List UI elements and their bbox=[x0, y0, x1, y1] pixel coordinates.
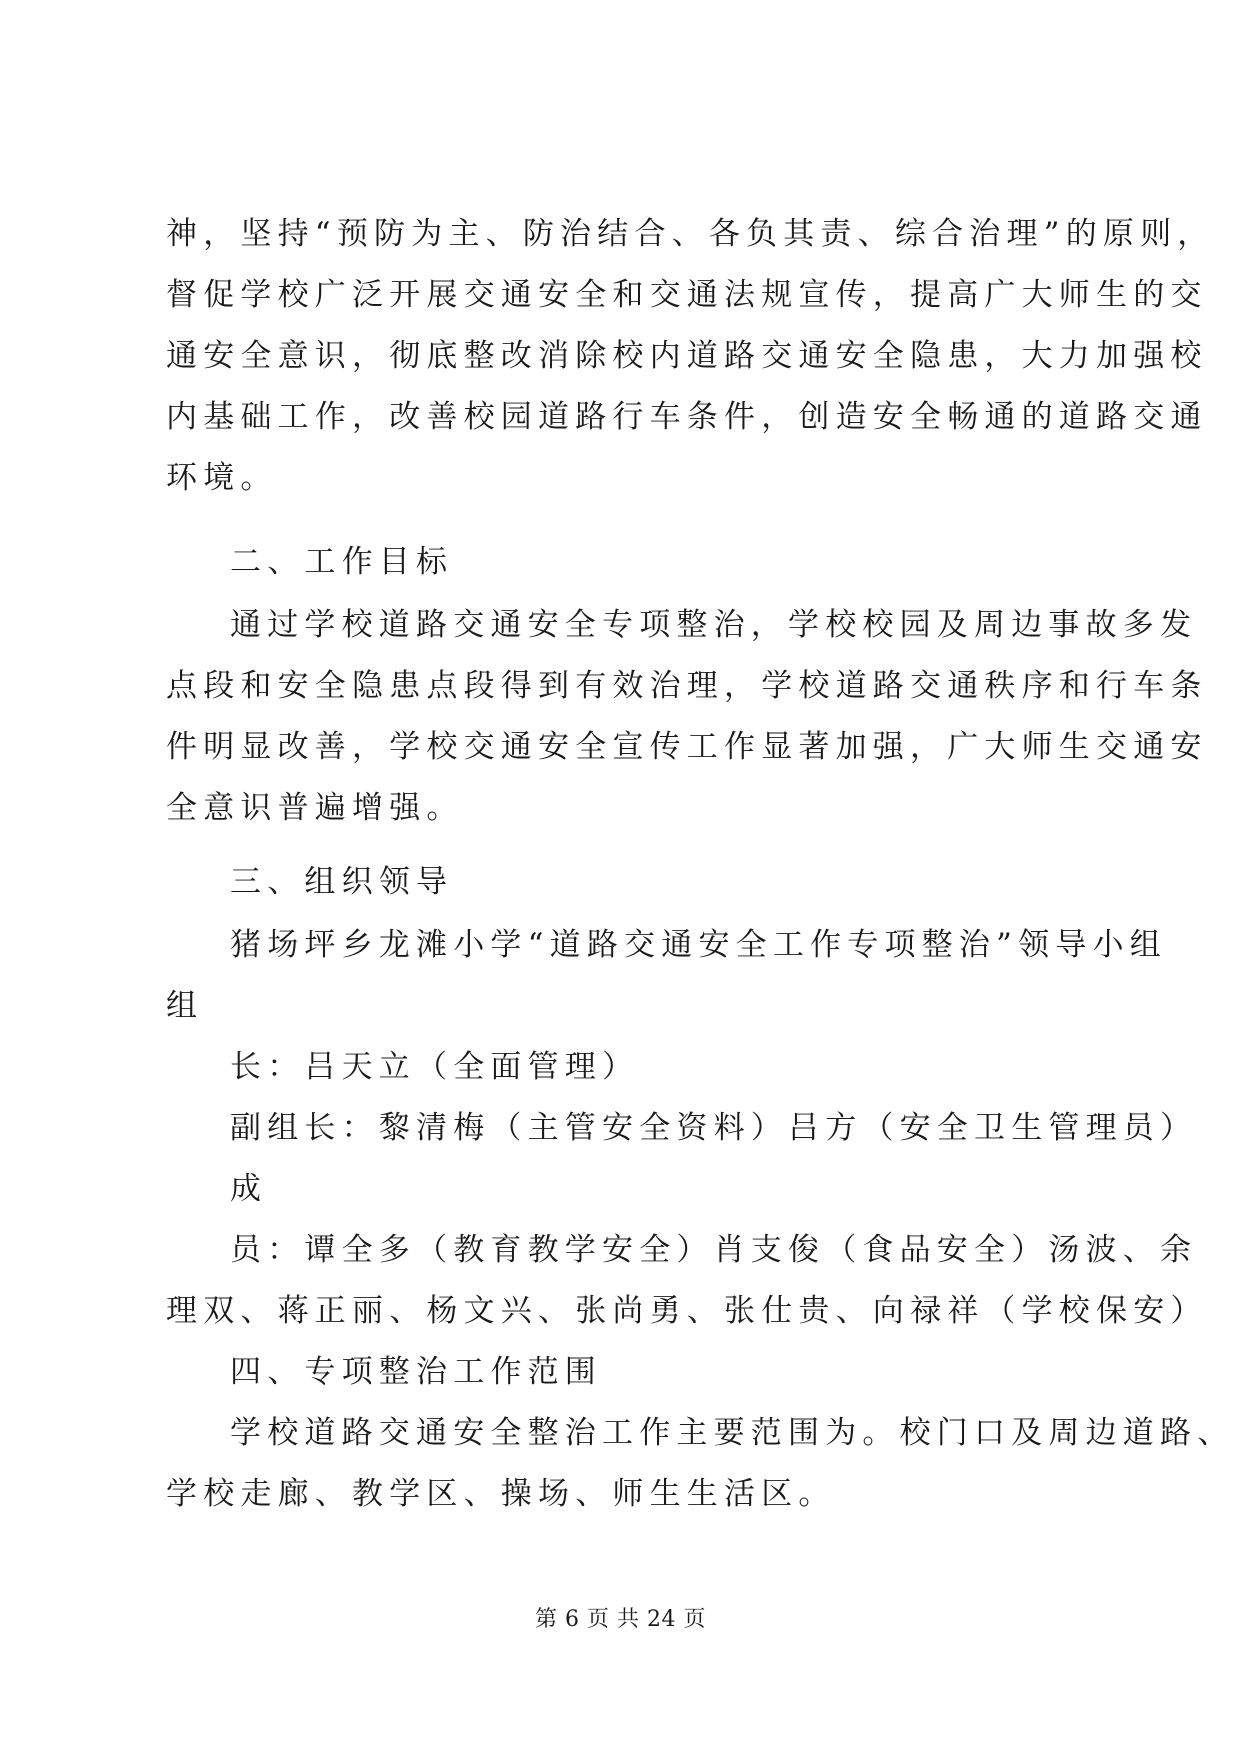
body-text-line: 学校走廊、教学区、操场、师生生活区。 bbox=[166, 1476, 836, 1512]
body-text-line: 组 bbox=[166, 988, 204, 1024]
body-text-line: 点段和安全隐患点段得到有效治理，学校道路交通秩序和行车条 bbox=[166, 668, 1208, 704]
body-text-line: 件明显改善，学校交通安全宣传工作显著加强，广大师生交通安 bbox=[166, 729, 1208, 765]
body-text-line: 全意识普遍增强。 bbox=[166, 790, 464, 826]
body-text-line: 神，坚持“预防为主、防治结合、各负其责、综合治理”的原则， bbox=[166, 216, 1215, 252]
team-leader-line: 长：吕天立（全面管理） bbox=[230, 1049, 640, 1085]
body-text-line: 学校道路交通安全整治工作主要范围为。校门口及周边道路、 bbox=[230, 1415, 1235, 1451]
body-text-line: 通过学校道路交通安全专项整治，学校校园及周边事故多发 bbox=[230, 607, 1198, 643]
body-text-line: 环境。 bbox=[166, 460, 278, 496]
page-number-footer: 第 6 页 共 24 页 bbox=[535, 1607, 706, 1632]
body-text-line: 督促学校广泛开展交通安全和交通法规宣传，提高广大师生的交 bbox=[166, 277, 1208, 313]
body-text-line: 通安全意识，彻底整改消除校内道路交通安全隐患，大力加强校 bbox=[166, 338, 1208, 374]
section-heading-organization: 三、组织领导 bbox=[230, 864, 454, 900]
members-line: 员：谭全多（教育教学安全）肖支俊（食品安全）汤波、余 bbox=[230, 1232, 1198, 1268]
section-heading-scope: 四、专项整治工作范围 bbox=[230, 1354, 602, 1390]
members-line: 理双、蒋正丽、杨文兴、张尚勇、张仕贵、向禄祥（学校保安） bbox=[166, 1293, 1208, 1329]
deputy-leader-line: 副组长：黎清梅（主管安全资料）吕方（安全卫生管理员） bbox=[230, 1110, 1198, 1146]
section-heading-goals: 二、工作目标 bbox=[230, 544, 454, 580]
body-text-line: 内基础工作，改善校园道路行车条件，创造安全畅通的道路交通 bbox=[166, 399, 1208, 435]
body-text-line: 猪场坪乡龙滩小学“道路交通安全工作专项整治”领导小组 bbox=[230, 927, 1167, 963]
members-label-line: 成 bbox=[230, 1171, 268, 1207]
